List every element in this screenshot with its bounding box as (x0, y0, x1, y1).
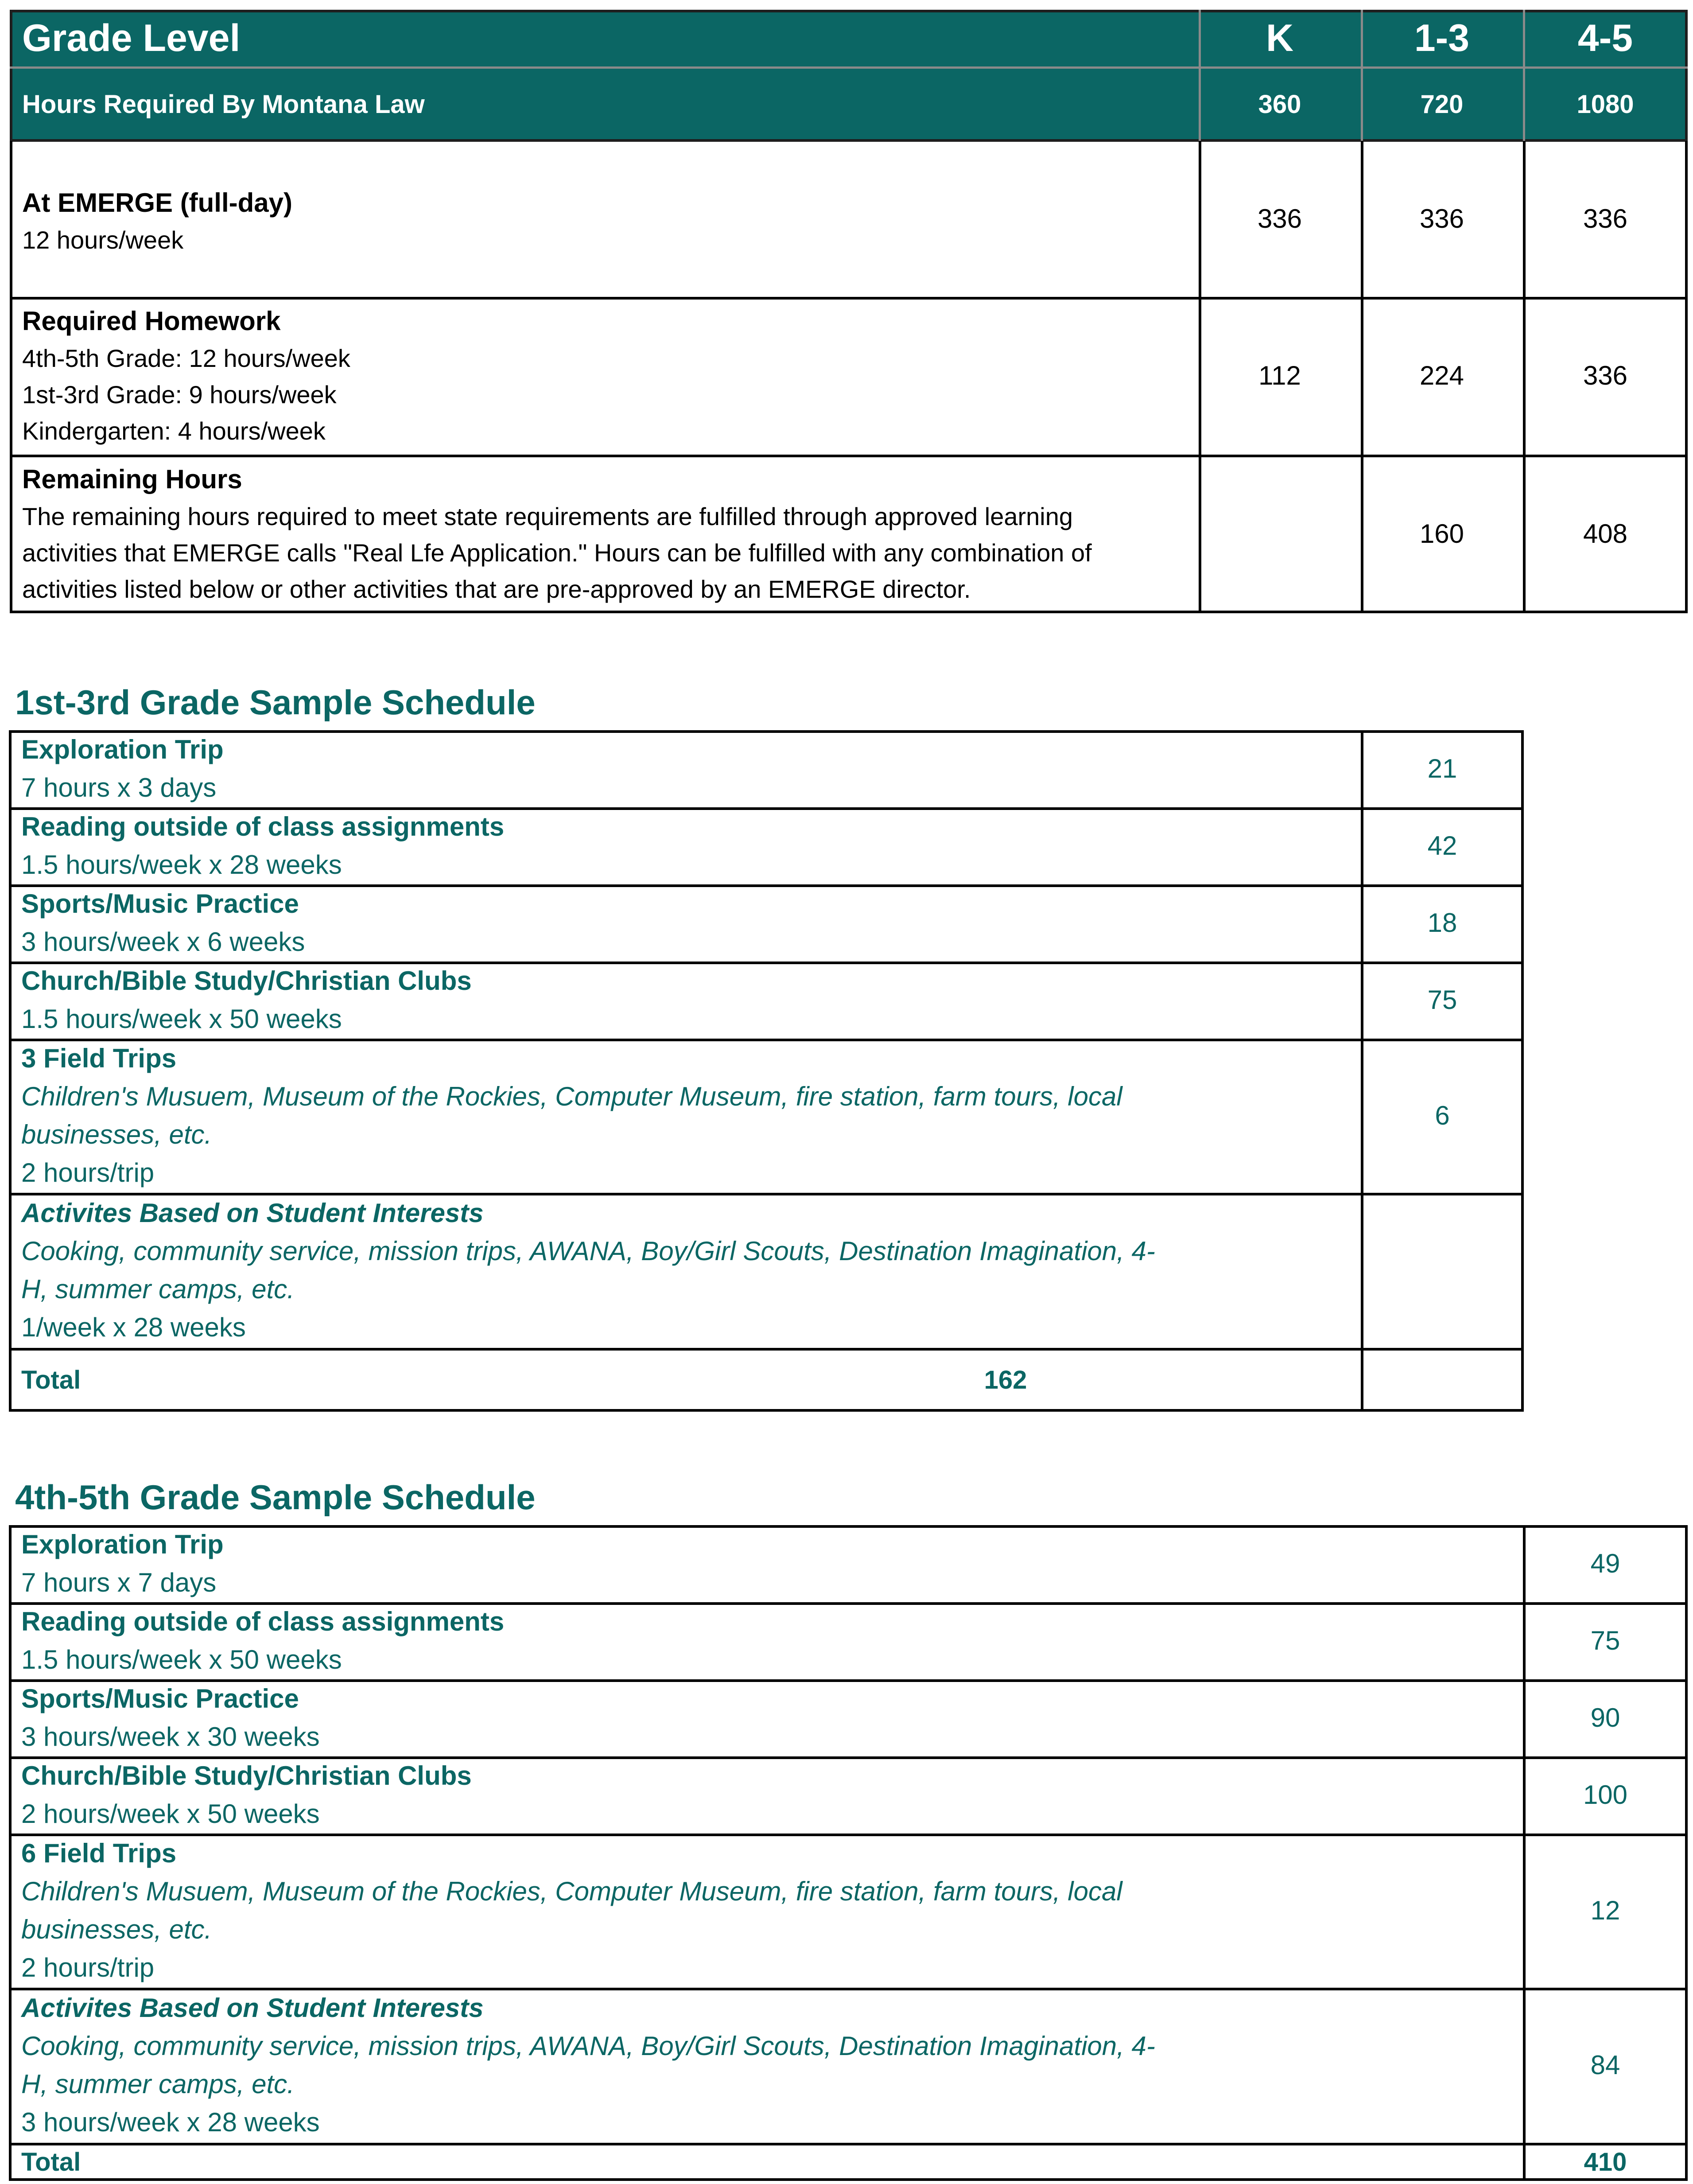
row-title: Activites Based on Student Interests (21, 1993, 484, 2023)
remaining-1-3: 160 (1419, 519, 1464, 549)
emerge-title: At EMERGE (full-day) (22, 188, 292, 218)
total-label: Total (21, 2147, 81, 2176)
row-detail: H, summer camps, etc. (21, 2069, 295, 2099)
row-detail: 2 hours/trip (21, 1953, 155, 1982)
row-title: Exploration Trip (21, 735, 224, 764)
row-value: 18 (1427, 908, 1457, 938)
required-hours-1-3: 720 (1420, 90, 1464, 119)
row-detail: 7 hours x 7 days (21, 1568, 217, 1597)
table-row (9, 1756, 1523, 1834)
table-row (9, 1834, 1523, 1988)
table-row (9, 1193, 1361, 1348)
row-value: 90 (1590, 1703, 1620, 1732)
col-header-1-3: 1-3 (1414, 16, 1470, 59)
homework-1-3: 224 (1419, 361, 1464, 390)
remaining-title: Remaining Hours (22, 464, 242, 494)
row-detail: 2 hours/week x 50 weeks (21, 1799, 320, 1829)
row-title: Sports/Music Practice (21, 1684, 299, 1713)
row-detail: 1.5 hours/week x 50 weeks (21, 1645, 342, 1674)
homework-4-5: 336 (1583, 361, 1628, 390)
table-row (9, 1039, 1361, 1193)
grade-level-header: Grade Level (22, 16, 241, 59)
required-hours-k: 360 (1258, 90, 1301, 119)
row-title: Sports/Music Practice (21, 889, 299, 919)
emerge-row-label (10, 141, 1199, 297)
row-value: 75 (1427, 985, 1457, 1015)
total-value: 410 (1584, 2147, 1627, 2176)
row-detail: Children's Musuem, Museum of the Rockies, Computer Museum, fire station, farm tours, local (21, 1082, 1122, 1111)
row-detail: businesses, etc. (21, 1120, 212, 1149)
row-title: Reading outside of class assignments (21, 812, 505, 841)
remaining-row-label (10, 455, 1199, 613)
homework-line: 4th-5th Grade: 12 hours/week (22, 344, 350, 372)
row-title: Activites Based on Student Interests (21, 1198, 484, 1228)
row-detail: 2 hours/trip (21, 1158, 155, 1187)
col-header-4-5: 4-5 (1577, 16, 1633, 59)
row-title: 3 Field Trips (21, 1043, 177, 1073)
emerge-sub: 12 hours/week (22, 226, 184, 254)
homework-line: Kindergarten: 4 hours/week (22, 417, 326, 445)
required-hours-4-5: 1080 (1577, 90, 1634, 119)
row-value: 100 (1583, 1780, 1628, 1810)
row-detail: 3 hours/week x 30 weeks (21, 1722, 320, 1752)
total-value: 162 (984, 1365, 1027, 1394)
row-title: Church/Bible Study/Christian Clubs (21, 1761, 472, 1791)
homework-row-label (10, 297, 1199, 455)
table-row (9, 807, 1361, 884)
remaining-line: activities listed below or other activities that are pre-approved by an EMERGE director. (22, 575, 971, 603)
schedule-1-3-title: 1st-3rd Grade Sample Schedule (15, 683, 536, 722)
required-hours-label: Hours Required By Montana Law (22, 90, 425, 119)
row-detail: 3 hours/week x 6 weeks (21, 927, 305, 957)
row-detail: 3 hours/week x 28 weeks (21, 2107, 320, 2137)
col-header-k: K (1266, 16, 1294, 59)
row-detail: businesses, etc. (21, 1915, 212, 1944)
row-value: 6 (1435, 1101, 1450, 1130)
row-value: 12 (1590, 1896, 1620, 1925)
row-value: 42 (1427, 831, 1457, 860)
row-detail: H, summer camps, etc. (21, 1274, 295, 1304)
schedule-4-5-title: 4th-5th Grade Sample Schedule (15, 1478, 536, 1517)
table-row (9, 1602, 1523, 1679)
remaining-4-5: 408 (1583, 519, 1628, 549)
row-detail: Cooking, community service, mission trips, AWANA, Boy/Girl Scouts, Destination Imagination, 4- (21, 2031, 1155, 2061)
row-detail: 1.5 hours/week x 28 weeks (21, 850, 342, 880)
table-row (9, 1679, 1523, 1756)
table-row (9, 1988, 1523, 2143)
emerge-k: 336 (1257, 204, 1302, 234)
remaining-k (1199, 455, 1361, 613)
row-title: Exploration Trip (21, 1530, 224, 1559)
homework-line: 1st-3rd Grade: 9 hours/week (22, 381, 337, 409)
row-value: 49 (1590, 1549, 1620, 1578)
table-row (9, 962, 1361, 1039)
remaining-line: The remaining hours required to meet state requirements are fulfilled through approved learning (22, 502, 1073, 530)
row-value: 21 (1427, 754, 1457, 783)
row-title: Church/Bible Study/Christian Clubs (21, 966, 472, 996)
homework-title: Required Homework (22, 306, 281, 336)
remaining-line: activities that EMERGE calls "Real Lfe Application." Hours can be fulfilled with any combination of (22, 539, 1092, 567)
row-value: 84 (1590, 2050, 1620, 2080)
row-detail: Cooking, community service, mission trips, AWANA, Boy/Girl Scouts, Destination Imagination, 4- (21, 1236, 1155, 1266)
row-value: 75 (1590, 1626, 1620, 1655)
table-row (9, 1525, 1523, 1602)
emerge-1-3: 336 (1419, 204, 1464, 234)
homework-k: 112 (1258, 361, 1301, 390)
row-title: Reading outside of class assignments (21, 1607, 505, 1636)
table-row (9, 730, 1361, 807)
row-detail: 1/week x 28 weeks (21, 1312, 246, 1342)
emerge-4-5: 336 (1583, 204, 1628, 234)
total-label: Total (21, 1365, 81, 1394)
row-value (1361, 1193, 1524, 1348)
row-detail: 1.5 hours/week x 50 weeks (21, 1004, 342, 1034)
table-row (9, 884, 1361, 962)
row-detail: 7 hours x 3 days (21, 773, 217, 802)
row-title: 6 Field Trips (21, 1838, 177, 1868)
row-detail: Children's Musuem, Museum of the Rockies, Computer Museum, fire station, farm tours, local (21, 1876, 1122, 1906)
